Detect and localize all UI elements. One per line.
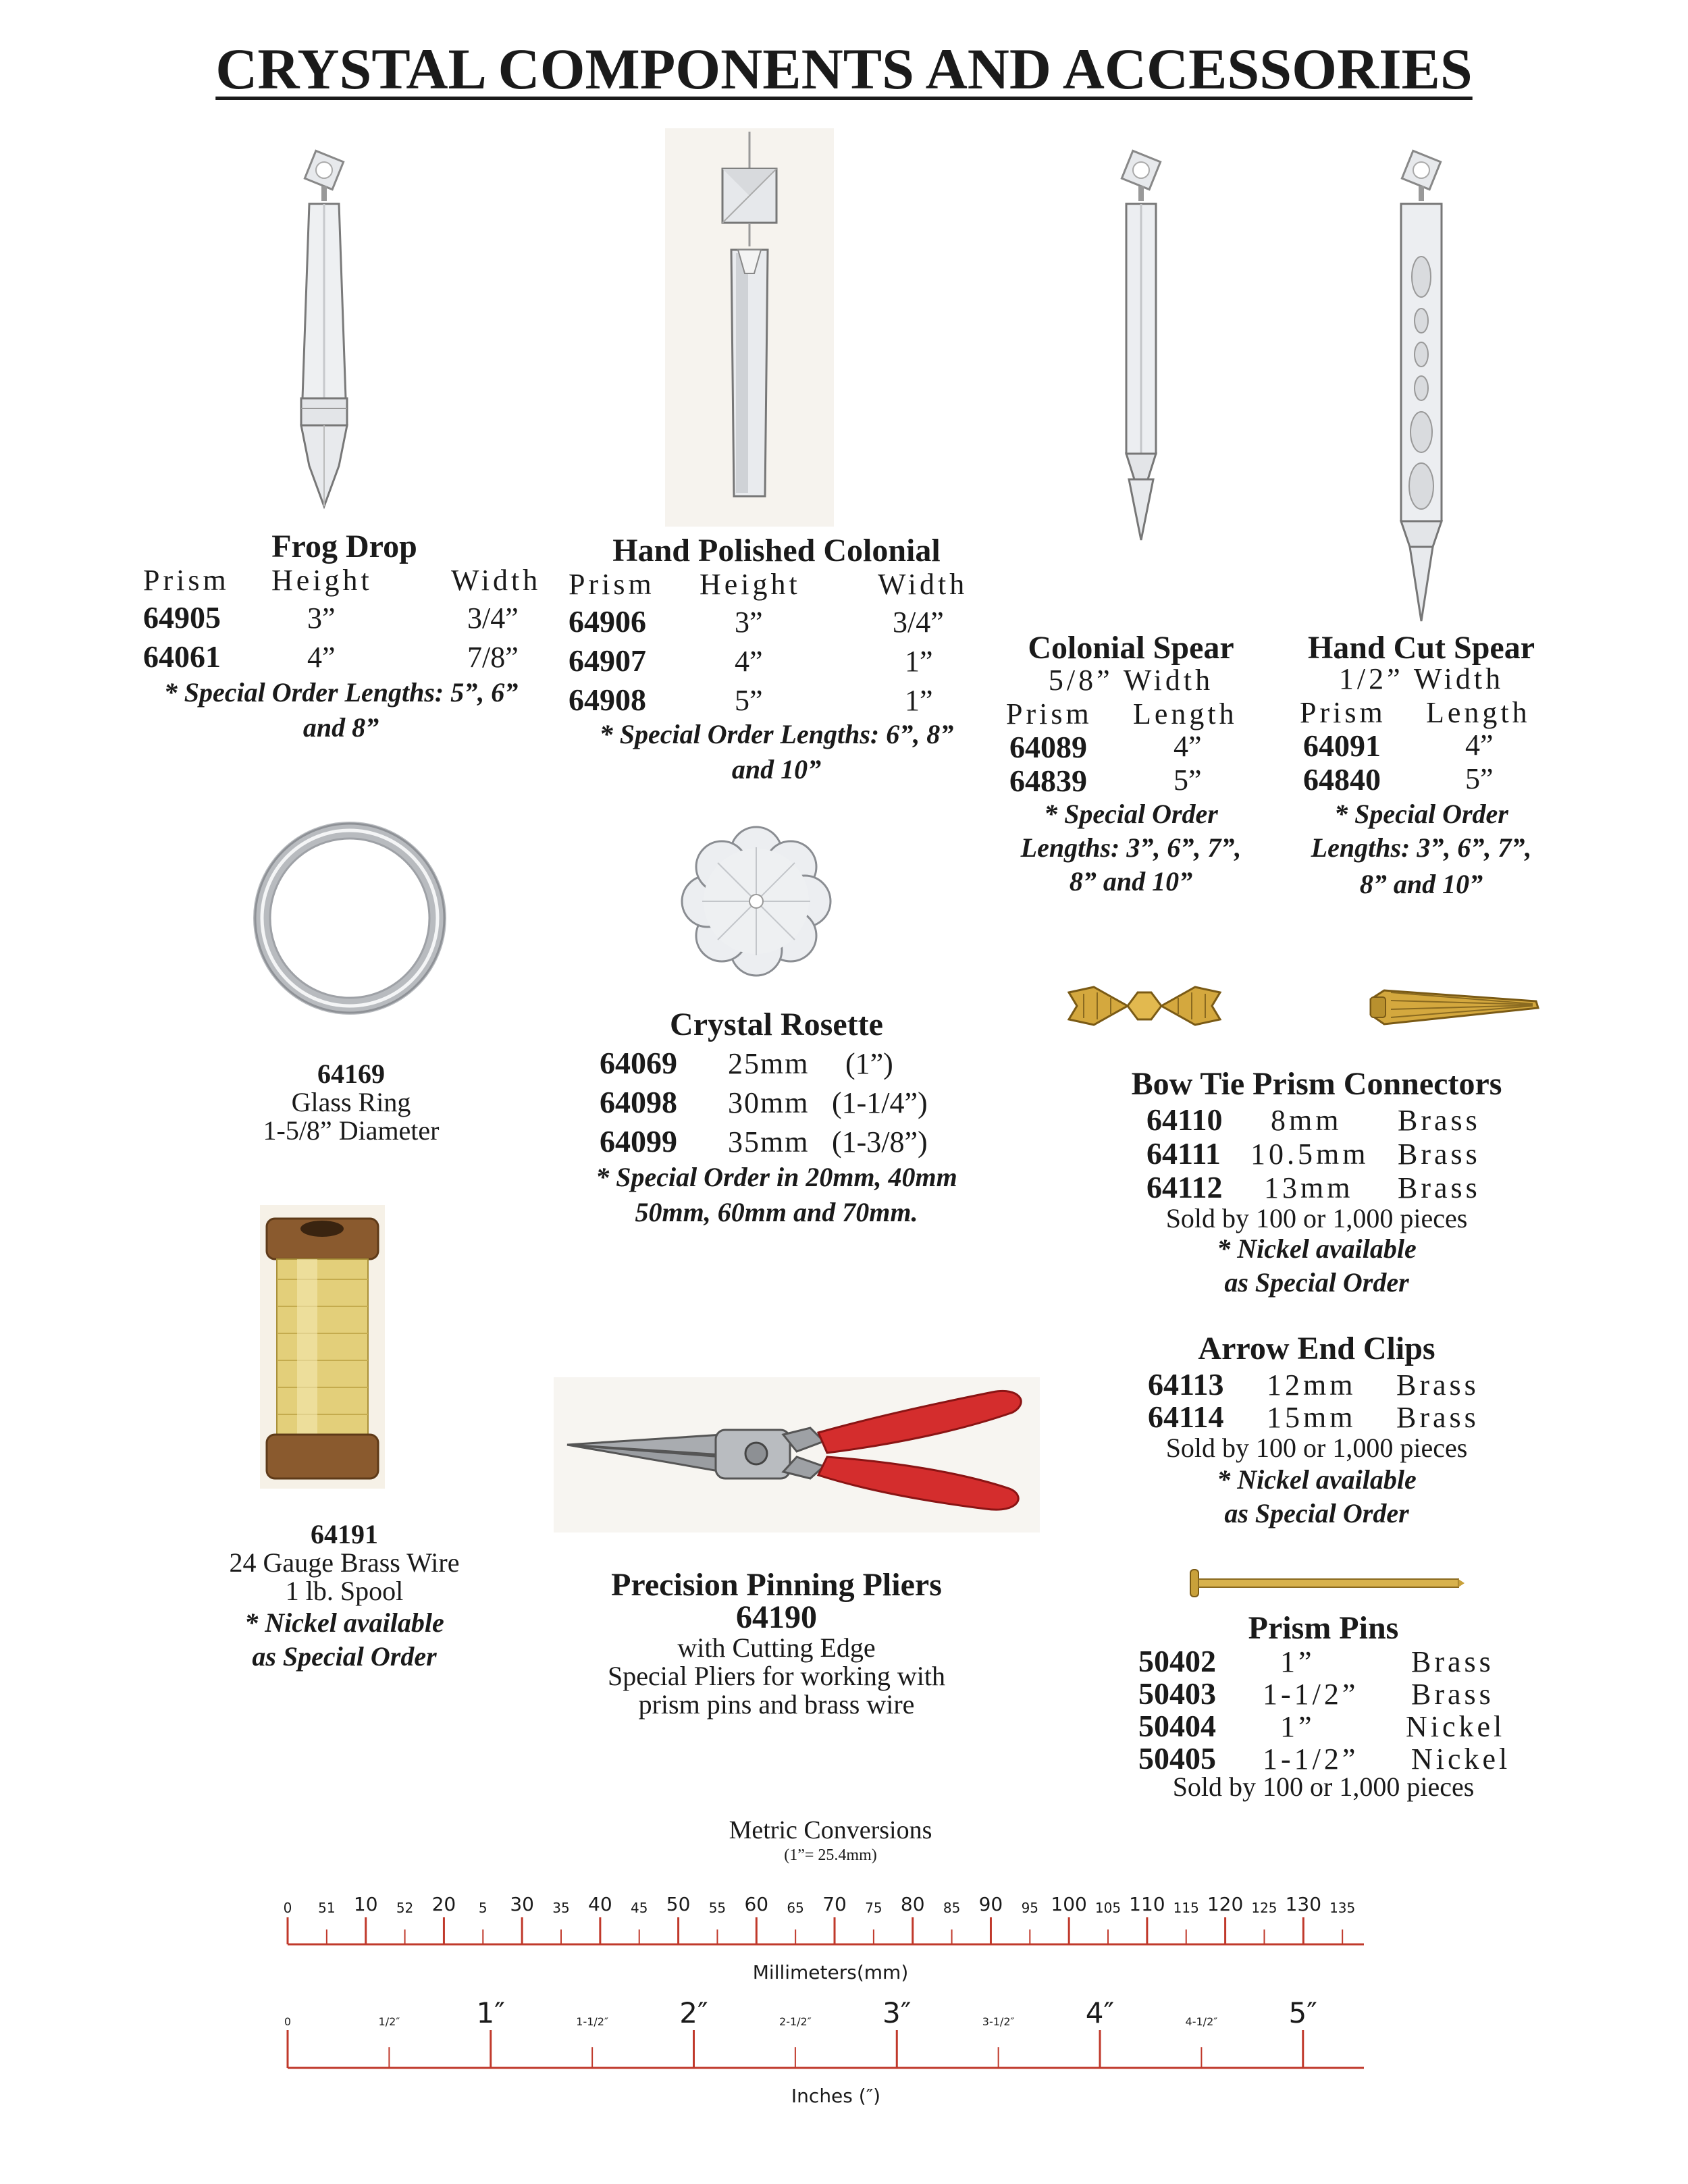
- inch-tick-label: 4-1/2″: [1185, 2015, 1218, 2028]
- mm-tick-label: 110: [1129, 1893, 1165, 1915]
- colonial-spear-image: [1101, 142, 1182, 547]
- mm-tick-label: 75: [865, 1900, 882, 1916]
- rosette-size-in: (1-3/8”): [832, 1125, 928, 1158]
- bow-tie-material: Brass: [1398, 1104, 1481, 1137]
- wire-note: * Nickel available: [244, 1607, 444, 1638]
- glass-ring-name: Glass Ring: [291, 1087, 411, 1117]
- colonial-header-prism: Prism: [569, 568, 655, 601]
- pliers-line: Special Pliers for working with: [608, 1661, 945, 1691]
- mm-tick-label: 55: [708, 1900, 727, 1916]
- hand-cut-spear-length: 4”: [1465, 728, 1494, 762]
- frog-drop-height: 4”: [307, 641, 336, 674]
- bow-tie-connector-image: [1063, 972, 1225, 1040]
- inch-tick-label: 2-1/2″: [779, 2015, 812, 2028]
- hand-cut-spear-note: Lengths: 3”, 6”, 7”,: [1311, 832, 1532, 863]
- mm-tick-label: 130: [1285, 1893, 1322, 1915]
- prism-pin-sku: 50405: [1138, 1741, 1216, 1776]
- frog-drop-note: and 8”: [302, 712, 379, 743]
- colonial-spear-sku: 64839: [1009, 764, 1087, 798]
- crystal-rosette-image: [682, 827, 830, 976]
- mm-tick-label: 52: [396, 1900, 414, 1916]
- mm-tick-label: 30: [510, 1893, 534, 1915]
- frog-drop-header-prism: Prism: [143, 564, 230, 597]
- inch-tick-label: 4″: [1085, 1996, 1115, 2029]
- mm-tick-label: 90: [978, 1893, 1003, 1915]
- pliers-line: with Cutting Edge: [677, 1632, 876, 1663]
- frog-drop-width: 3/4”: [467, 602, 519, 635]
- colonial-spear-title: Colonial Spear: [1028, 630, 1234, 666]
- rosette-size-mm: 30mm: [728, 1086, 810, 1119]
- rosette-title: Crystal Rosette: [670, 1007, 883, 1042]
- colonial-spear-note: Lengths: 3”, 6”, 7”,: [1020, 832, 1242, 863]
- inch-tick-label: 3″: [882, 1996, 912, 2029]
- hand-cut-spear-header-prism: Prism: [1300, 696, 1386, 729]
- arrow-clips-sku: 64114: [1148, 1400, 1224, 1434]
- mm-tick-label: 100: [1051, 1893, 1087, 1915]
- wire-name: 24 Gauge Brass Wire: [229, 1547, 460, 1578]
- bow-tie-material: Brass: [1398, 1171, 1481, 1204]
- frog-drop-title: Frog Drop: [271, 529, 417, 564]
- colonial-spear-width: 5/8” Width: [1048, 664, 1214, 697]
- colonial-spear-header-length: Length: [1133, 697, 1238, 730]
- hand-cut-spear-width: 1/2” Width: [1338, 662, 1504, 695]
- prism-pin-material: Nickel: [1411, 1742, 1511, 1776]
- arrow-clips-sku: 64113: [1148, 1367, 1224, 1402]
- pliers-code: 64190: [736, 1599, 817, 1635]
- bow-tie-size: 8mm: [1271, 1104, 1342, 1137]
- arrow-clips-sold-by: Sold by 100 or 1,000 pieces: [1165, 1433, 1468, 1463]
- colonial-prism-image: [665, 128, 834, 527]
- colonial-height: 5”: [735, 684, 763, 717]
- colonial-spear-length: 5”: [1173, 764, 1202, 797]
- hand-cut-spear-sku: 64840: [1303, 762, 1381, 797]
- colonial-height: 3”: [735, 606, 763, 639]
- mm-tick-label: 60: [744, 1893, 769, 1915]
- frog-drop-note: * Special Order Lengths: 5”, 6”: [163, 677, 519, 708]
- mm-tick-label: 95: [1021, 1900, 1039, 1916]
- page-title: CRYSTAL COMPONENTS AND ACCESSORIES: [215, 36, 1473, 101]
- pinning-pliers-image: [554, 1377, 1040, 1533]
- colonial-width: 3/4”: [893, 606, 944, 639]
- rosette-size-mm: 35mm: [728, 1125, 810, 1158]
- prism-pin-material: Nickel: [1406, 1710, 1506, 1743]
- frog-drop-header-width: Width: [451, 564, 542, 597]
- hand-cut-spear-length: 5”: [1465, 762, 1494, 795]
- hand-cut-spear-title: Hand Cut Spear: [1307, 630, 1535, 666]
- arrow-clips-note: * Nickel available: [1217, 1464, 1417, 1495]
- prism-pin-image: [1178, 1566, 1465, 1600]
- wire-code: 64191: [311, 1519, 378, 1549]
- mm-tick-label: 45: [630, 1900, 648, 1916]
- prism-pin-sku: 50403: [1138, 1676, 1216, 1711]
- prism-pin-length: 1”: [1280, 1710, 1315, 1743]
- mm-tick-label: 50: [666, 1893, 691, 1915]
- arrow-clips-note: as Special Order: [1224, 1498, 1409, 1528]
- bow-tie-sku: 64112: [1146, 1170, 1223, 1204]
- frog-drop-image: [270, 142, 378, 520]
- colonial-header-width: Width: [878, 568, 968, 601]
- colonial-note: and 10”: [731, 754, 822, 784]
- prism-pins-sold-by: Sold by 100 or 1,000 pieces: [1172, 1772, 1475, 1802]
- inch-axis-label: Inches (″): [791, 2085, 881, 2107]
- rosette-size-mm: 25mm: [728, 1047, 810, 1080]
- prism-pin-length: 1”: [1280, 1645, 1315, 1678]
- rosette-sku: 64099: [600, 1124, 677, 1158]
- metric-subtitle: (1”= 25.4mm): [784, 1846, 877, 1864]
- colonial-spear-note: 8” and 10”: [1069, 866, 1193, 897]
- inch-tick-label: 5″: [1288, 1996, 1317, 2029]
- glass-ring-diameter: 1-5/8” Diameter: [263, 1115, 440, 1146]
- rosette-size-in: (1”): [845, 1047, 893, 1080]
- mm-tick-label: 20: [431, 1893, 456, 1915]
- bow-tie-material: Brass: [1398, 1138, 1481, 1171]
- arrow-clips-title: Arrow End Clips: [1198, 1331, 1435, 1366]
- inch-tick-label: 1″: [476, 1996, 505, 2029]
- mm-axis-label: Millimeters(mm): [752, 1961, 909, 1983]
- colonial-sku: 64908: [569, 683, 646, 717]
- frog-drop-header-height: Height: [271, 564, 373, 597]
- mm-tick-label: 0: [283, 1900, 292, 1916]
- mm-tick-label: 115: [1173, 1900, 1199, 1916]
- brass-wire-spool-image: [260, 1205, 385, 1489]
- bow-tie-note: * Nickel available: [1217, 1233, 1417, 1264]
- hand-cut-spear-header-length: Length: [1426, 696, 1531, 729]
- inch-tick-label: 1/2″: [378, 2015, 400, 2028]
- bow-tie-size: 10.5mm: [1250, 1138, 1369, 1171]
- bow-tie-title: Bow Tie Prism Connectors: [1131, 1066, 1502, 1102]
- mm-tick-label: 5: [478, 1900, 487, 1916]
- frog-drop-sku: 64905: [143, 600, 221, 635]
- arrow-clips-size: 12mm: [1267, 1368, 1356, 1402]
- frog-drop-width: 7/8”: [467, 641, 519, 674]
- rosette-sku: 64098: [600, 1085, 677, 1119]
- mm-tick-label: 70: [822, 1893, 847, 1915]
- arrow-clips-material: Brass: [1396, 1368, 1479, 1402]
- mm-tick-label: 125: [1251, 1900, 1277, 1916]
- mm-tick-label: 80: [900, 1893, 925, 1915]
- arrow-clips-material: Brass: [1396, 1401, 1479, 1434]
- hand-cut-spear-note: * Special Order: [1334, 799, 1508, 829]
- glass-ring-code: 64169: [317, 1059, 385, 1089]
- colonial-sku: 64906: [569, 604, 646, 639]
- frog-drop-height: 3”: [307, 602, 336, 635]
- bow-tie-sku: 64111: [1146, 1136, 1221, 1171]
- rosette-note: 50mm, 60mm and 70mm.: [635, 1197, 918, 1227]
- prism-pin-length: 1-1/2”: [1263, 1742, 1359, 1776]
- inch-tick-label: 0: [284, 2015, 292, 2028]
- mm-tick-label: 35: [552, 1900, 570, 1916]
- prism-pin-material: Brass: [1411, 1678, 1494, 1711]
- frog-drop-sku: 64061: [143, 639, 221, 674]
- prism-pin-sku: 50404: [1138, 1709, 1216, 1743]
- hand-cut-spear-note: 8” and 10”: [1359, 869, 1483, 899]
- bow-tie-sku: 64110: [1146, 1102, 1223, 1137]
- mm-tick-label: 10: [353, 1893, 378, 1915]
- colonial-sku: 64907: [569, 643, 646, 678]
- mm-tick-label: 105: [1094, 1900, 1122, 1916]
- prism-pins-title: Prism Pins: [1248, 1610, 1399, 1646]
- hand-cut-spear-image: [1377, 142, 1465, 628]
- bow-tie-size: 13mm: [1264, 1171, 1354, 1204]
- prism-pin-material: Brass: [1411, 1645, 1494, 1678]
- colonial-header-height: Height: [700, 568, 801, 601]
- arrow-end-clip-image: [1364, 976, 1546, 1036]
- mm-tick-label: 85: [943, 1900, 961, 1916]
- colonial-spear-sku: 64089: [1009, 730, 1087, 764]
- mm-tick-label: 40: [588, 1893, 612, 1915]
- bow-tie-note: as Special Order: [1224, 1267, 1409, 1298]
- bow-tie-sold-by: Sold by 100 or 1,000 pieces: [1165, 1203, 1468, 1233]
- inch-tick-label: 3-1/2″: [982, 2015, 1015, 2028]
- pliers-line: prism pins and brass wire: [638, 1689, 915, 1720]
- wire-note: as Special Order: [252, 1641, 437, 1672]
- colonial-width: 1”: [905, 645, 933, 678]
- pliers-title: Precision Pinning Pliers: [611, 1567, 942, 1603]
- hand-cut-spear-sku: 64091: [1303, 728, 1381, 763]
- inch-tick-label: 2″: [679, 1996, 708, 2029]
- mm-tick-label: 51: [318, 1900, 336, 1916]
- colonial-width: 1”: [905, 684, 933, 717]
- rosette-note: * Special Order in 20mm, 40mm: [596, 1162, 957, 1192]
- colonial-spear-note: * Special Order: [1044, 799, 1218, 829]
- colonial-height: 4”: [735, 645, 763, 678]
- rosette-sku: 64069: [600, 1046, 677, 1080]
- colonial-title: Hand Polished Colonial: [612, 533, 941, 568]
- mm-tick-label: 120: [1207, 1893, 1244, 1915]
- rosette-size-in: (1-1/4”): [832, 1086, 928, 1119]
- metric-title: Metric Conversions: [729, 1816, 932, 1844]
- arrow-clips-size: 15mm: [1267, 1401, 1356, 1434]
- mm-tick-label: 65: [787, 1900, 804, 1916]
- mm-tick-label: 135: [1329, 1900, 1356, 1916]
- prism-pin-length: 1-1/2”: [1263, 1678, 1359, 1711]
- prism-pin-sku: 50402: [1138, 1644, 1216, 1678]
- glass-ring-image: [248, 817, 451, 1019]
- colonial-spear-length: 4”: [1173, 730, 1202, 763]
- wire-spool: 1 lb. Spool: [285, 1576, 404, 1606]
- inch-tick-label: 1-1/2″: [576, 2015, 608, 2028]
- colonial-note: * Special Order Lengths: 6”, 8”: [599, 719, 954, 749]
- colonial-spear-header-prism: Prism: [1006, 697, 1092, 730]
